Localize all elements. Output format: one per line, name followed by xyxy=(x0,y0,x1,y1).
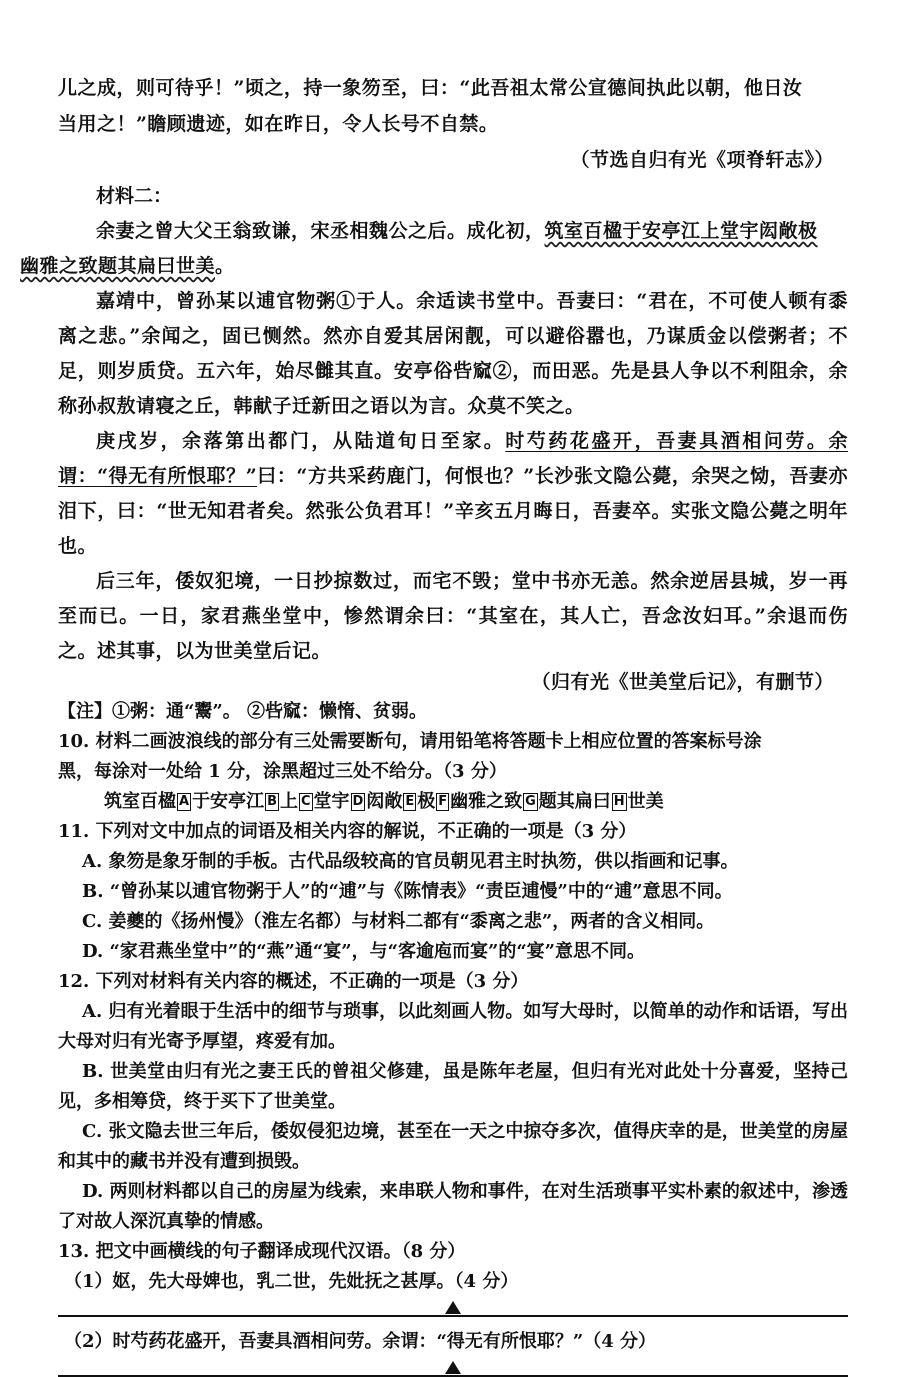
q13-answer-line-1 xyxy=(58,1315,848,1317)
q10-break-mark-a[interactable]: A xyxy=(179,794,190,809)
material2-paragraph-4: 后三年，倭奴犯境，一日抄掠数过，而宅不毁；堂中书亦无恙。然余逆居县城，岁一再至而已。一日，家君燕坐堂中，惨然谓余曰：“其室在，其人亡，吾念汝妇耳。”余退而伤之。述其事，以为世美堂后记。 xyxy=(58,570,848,662)
material2-p1-wavy-a: 筑室百楹于安亭江上堂宇闳敞极 xyxy=(544,220,818,242)
material2-p1-wavy-b: 幽雅之致题其扁曰世美 xyxy=(20,255,216,277)
material2-paragraph-1 xyxy=(20,214,848,284)
q12-option-a: A. 归有光着眼于生活中的细节与琐事，以此刻画人物。如写大母时，以简单的动作和话语，写出大母对归有光寄予厚望，疼爱有加。 xyxy=(58,1001,848,1052)
material2-p3-b: 曰：“方共采药鹿门，何恨也？”长沙张文隐公薨，余哭之恸，吾妻亦泪下，曰：“世无知君者矣。然张公负君耳！”辛亥五月晦日，吾妻卒。实张文隐公薨之明年也。 xyxy=(58,465,849,557)
q10-segment-text: 闳敞 xyxy=(366,791,403,812)
material2-p1-end: 。 xyxy=(215,255,235,277)
material1-line-1: 儿之成，则可待乎！”顷之，持一象笏至，曰：“此吾祖太常公宣德间执此以朝，他日汝 xyxy=(58,77,803,99)
material2-p3-underline-1: 时芍药花盛开，吾妻具酒相问劳。余谓： xyxy=(58,430,848,487)
material2-heading: 材料二： xyxy=(96,185,173,207)
material1-line-2: 当用之！”瞻顾遗迹，如在昨日，令人长号不自禁。 xyxy=(58,113,499,135)
q12-option-d: D. 两则材料都以自己的房屋为线索，来串联人物和事件，在对生活琐事平实朴素的叙述中，渗透了对故人深沉真挚的情感。 xyxy=(58,1181,848,1232)
q10-break-mark-d[interactable]: D xyxy=(352,794,364,809)
q10-segment-text: 世美 xyxy=(627,791,664,812)
material2-p1-plain: 余妻之曾大父王翁致谦，宋丞相魏公之后。成化初， xyxy=(96,220,545,242)
q10-segment-text: 题其扁曰 xyxy=(538,791,611,812)
q11-stem: 11. 下列对文中加点的词语及相关内容的解说，不正确的一项是（3 分） xyxy=(58,821,637,842)
material2-paragraph-2: 嘉靖中，曾孙某以逋官物粥①于人。余适读书堂中。吾妻曰：“君在，不可使人顿有黍离之悲。”余闻之，固已恻然。然亦自爱其居闲靓，可以避俗嚣也，乃谋质金以偿粥者；不足，则岁质贷。五六年，始尽雠其直。安亭俗呰窳②，而田恶。先是县人争以不利阻余，余称孙叔敖请寝之丘，韩献子迁新田之语以为言。众莫不笑之。 xyxy=(58,290,848,417)
q10-stem-2: 黑，每涂对一处给 1 分，涂黑超过三处不给分。（3 分） xyxy=(58,761,507,782)
material2-paragraph-3 xyxy=(58,424,848,564)
material1-source: （节选自归有光《项脊轩志》） xyxy=(570,149,834,171)
q10-break-mark-e[interactable]: E xyxy=(405,794,415,809)
triangle-marker-icon xyxy=(445,1301,461,1314)
q12-stem: 12. 下列对材料有关内容的概述，不正确的一项是（3 分） xyxy=(58,971,529,992)
q12-option-c: C. 张文隐去世三年后，倭奴侵犯边境，甚至在一天之中掠夺多次，值得庆幸的是，世美堂的房屋和其中的藏书并没有遭到损毁。 xyxy=(58,1121,848,1172)
q10-break-mark-c[interactable]: C xyxy=(300,794,311,809)
note: 【注】①粥：通“鬻”。 ②呰窳：懒惰、贫弱。 xyxy=(58,701,427,722)
q11-option-a: A. 象笏是象牙制的手板。古代品级较高的官员朝见君主时执笏，供以指画和记事。 xyxy=(82,851,739,872)
q10-break-mark-f[interactable]: F xyxy=(438,794,448,809)
triangle-marker-icon xyxy=(445,1361,461,1374)
q10-segment-text: 堂宇 xyxy=(313,791,350,812)
q10-break-options xyxy=(58,787,848,817)
q13-sentence-2: （2）时芍药花盛开，吾妻具酒相问劳。余谓：“得无有所恨耶？”（4 分） xyxy=(64,1331,657,1352)
q10-segment-text: 于安亭江 xyxy=(192,791,265,812)
q10-segment-text: 筑室百楹 xyxy=(104,791,176,812)
q10-segment-text: 上 xyxy=(279,791,298,812)
q13-sentence-1: （1）妪，先大母婢也，乳二世，先妣抚之甚厚。（4 分） xyxy=(64,1271,519,1292)
material2-p3-underline-2: “得无有所恨耶？” xyxy=(97,465,258,487)
q10-segment-text: 幽雅之致 xyxy=(450,791,523,812)
q11-option-c: C. 姜夔的《扬州慢》（淮左名都）与材料二都有“黍离之悲”，两者的含义相同。 xyxy=(82,911,715,932)
q10-break-mark-h[interactable]: H xyxy=(613,794,625,809)
q10-break-mark-g[interactable]: G xyxy=(525,794,536,809)
q10-stem-1: 10. 材料二画波浪线的部分有三处需要断句，请用铅笔将答题卡上相应位置的答案标号涂 xyxy=(58,731,762,752)
q13-stem: 13. 把文中画横线的句子翻译成现代汉语。（8 分） xyxy=(58,1241,466,1262)
q12-option-b: B. 世美堂由归有光之妻王氏的曾祖父修建，虽是陈年老屋，但归有光对此处十分喜爱，坚持己见，多相筹贷，终于买下了世美堂。 xyxy=(58,1061,848,1112)
material2-p3-a: 庚戌岁，余落第出都门，从陆道旬日至家。 xyxy=(96,430,506,452)
q11-option-d: D. “家君燕坐堂中”的“燕”通“宴”，与“客逾庖而宴”的“宴”意思不同。 xyxy=(82,941,646,962)
material2-source: （归有光《世美堂后记》，有删节） xyxy=(531,671,834,693)
q10-break-mark-b[interactable]: B xyxy=(267,794,277,809)
q10-segment-text: 极 xyxy=(417,791,436,812)
q11-option-b: B. “曾孙某以逋官物粥于人”的“逋”与《陈情表》“责臣逋慢”中的“逋”意思不同。 xyxy=(82,881,733,902)
